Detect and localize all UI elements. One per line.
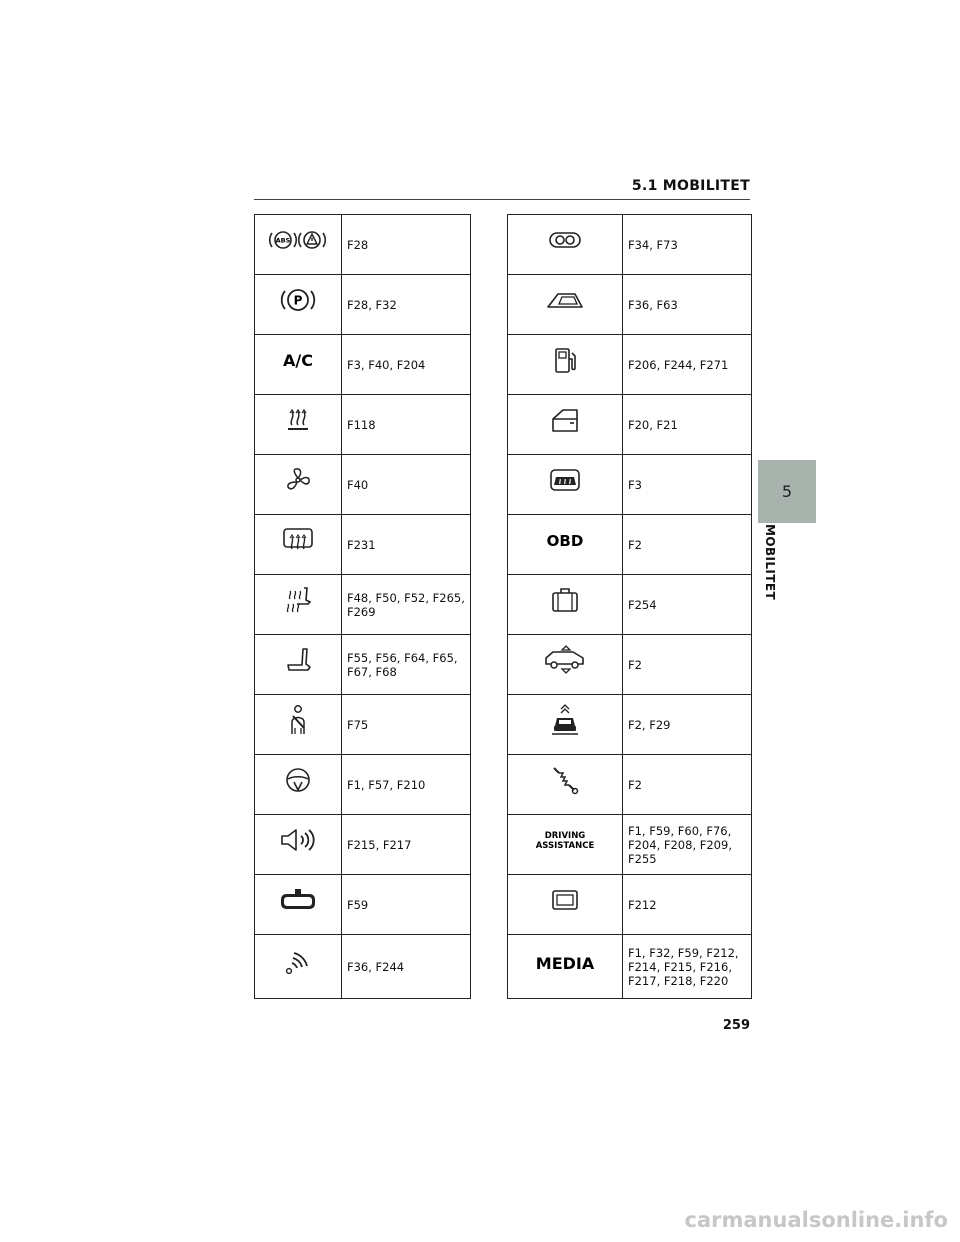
- icon-cell: [255, 635, 342, 695]
- fuse-list: F75: [342, 695, 471, 755]
- table-row: [255, 455, 471, 515]
- parking-brake-icon: [278, 285, 318, 315]
- page-number: 259: [722, 1018, 750, 1033]
- speaker-icon: [278, 826, 318, 854]
- icon-cell: [508, 275, 623, 335]
- table-row: [508, 635, 752, 695]
- icon-cell: [508, 815, 623, 875]
- fuse-table-right: [507, 214, 752, 999]
- icon-cell: [508, 455, 623, 515]
- svg-text:A/C: A/C: [283, 350, 313, 370]
- fuse-list: F231: [342, 515, 471, 575]
- fuse-list: F48, F50, F52, F265, F269: [342, 575, 471, 635]
- fuse-list: F34, F73: [623, 215, 752, 275]
- vehicle-lift-icon: [549, 704, 581, 736]
- fuse-list: F254: [623, 575, 752, 635]
- fuel-pump-icon: [550, 345, 580, 375]
- abs-brake-warning-icon: [268, 227, 328, 253]
- table-row: [255, 875, 471, 935]
- icon-cell: [255, 935, 342, 999]
- seatbelt-icon: [285, 704, 311, 736]
- icon-cell: [255, 215, 342, 275]
- fuse-table-left: [254, 214, 471, 999]
- table-row: [255, 815, 471, 875]
- table-row: [508, 695, 752, 755]
- svg-text:P: P: [293, 293, 303, 307]
- fuse-list: F118: [342, 395, 471, 455]
- svg-text:ASSISTANCE: ASSISTANCE: [535, 840, 595, 851]
- door-icon: [549, 406, 581, 434]
- table-row: [255, 755, 471, 815]
- icon-cell: [508, 395, 623, 455]
- chapter-label-text: MOBILITET: [763, 524, 777, 601]
- header-rule: [254, 199, 750, 200]
- table-row: [255, 515, 471, 575]
- icon-cell: [255, 275, 342, 335]
- icon-cell: [508, 215, 623, 275]
- watermark: carmanualsonline.info: [684, 1208, 948, 1232]
- table-row: [508, 215, 752, 275]
- svg-text:MEDIA: MEDIA: [535, 953, 595, 973]
- icon-cell: [508, 875, 623, 935]
- steering-wheel-icon: [283, 765, 313, 795]
- media-icon: [535, 950, 595, 974]
- icon-cell: [508, 755, 623, 815]
- table-row: [508, 455, 752, 515]
- fuse-list: F2: [623, 635, 752, 695]
- icon-cell: [255, 695, 342, 755]
- icon-cell: [255, 815, 342, 875]
- fuse-list: F3, F40, F204: [342, 335, 471, 395]
- icon-cell: [255, 395, 342, 455]
- fuse-list: F40: [342, 455, 471, 515]
- rear-defroster-icon: [281, 526, 315, 554]
- fuse-list: F215, F217: [342, 815, 471, 875]
- fuse-list: F2, F29: [623, 695, 752, 755]
- icon-cell: [508, 635, 623, 695]
- chapter-side-label: [763, 524, 783, 610]
- display-screen-icon: [549, 888, 581, 912]
- fuse-list: F36, F244: [342, 935, 471, 999]
- obd-icon: [543, 528, 587, 552]
- luggage-icon: [549, 586, 581, 614]
- fuse-list: F1, F32, F59, F212, F214, F215, F216, F217, F218, F220: [623, 935, 752, 999]
- table-row: [508, 275, 752, 335]
- sunroof-icon: [545, 289, 585, 311]
- icon-cell: [508, 515, 623, 575]
- table-row: [255, 575, 471, 635]
- windshield-defroster-icon: [548, 467, 582, 493]
- table-row: [255, 935, 471, 999]
- fuse-list: F20, F21: [623, 395, 752, 455]
- table-row: [255, 275, 471, 335]
- table-row: [508, 575, 752, 635]
- svg-text:ABS: ABS: [275, 236, 291, 244]
- fuse-list: F59: [342, 875, 471, 935]
- icon-cell: [508, 335, 623, 395]
- fuse-list: F3: [623, 455, 752, 515]
- interior-lamp-icon: [547, 229, 583, 251]
- chapter-number: 5: [781, 482, 793, 501]
- fuse-list: F206, F244, F271: [623, 335, 752, 395]
- table-row: [255, 395, 471, 455]
- table-row: [255, 695, 471, 755]
- vehicle-height-icon: [543, 645, 587, 675]
- driving-assistance-icon: [530, 828, 600, 852]
- icon-cell: [255, 875, 342, 935]
- icon-cell: [255, 335, 342, 395]
- fuse-list: F1, F59, F60, F76, F204, F208, F209, F255: [623, 815, 752, 875]
- table-row: [508, 815, 752, 875]
- table-row: [508, 395, 752, 455]
- table-row: [255, 335, 471, 395]
- rearview-mirror-icon: [278, 887, 318, 913]
- icon-cell: [508, 575, 623, 635]
- heated-seat-icon: [282, 585, 314, 615]
- fuse-list: F2: [623, 515, 752, 575]
- icon-cell: [255, 515, 342, 575]
- table-row: [508, 515, 752, 575]
- fuse-list: F28: [342, 215, 471, 275]
- section-title: 5.1 MOBILITET: [631, 178, 750, 194]
- table-row: [508, 875, 752, 935]
- heater-icon: [283, 407, 313, 433]
- table-row: [508, 755, 752, 815]
- fuse-list: F55, F56, F64, F65, F67, F68: [342, 635, 471, 695]
- suspension-icon: [549, 764, 581, 796]
- fuse-list: F1, F57, F210: [342, 755, 471, 815]
- table-row: [508, 335, 752, 395]
- chapter-tab: [758, 460, 816, 523]
- icon-cell: [255, 755, 342, 815]
- table-row: [255, 635, 471, 695]
- svg-text:OBD: OBD: [546, 531, 584, 550]
- wireless-signal-icon: [282, 946, 314, 978]
- fuse-list: F28, F32: [342, 275, 471, 335]
- seat-icon: [283, 646, 313, 674]
- fuse-list: F212: [623, 875, 752, 935]
- table-row: [508, 935, 752, 999]
- page-header: [254, 178, 750, 200]
- fuse-list: F36, F63: [623, 275, 752, 335]
- air-conditioning-icon: [278, 348, 318, 372]
- icon-cell: [255, 455, 342, 515]
- icon-cell: [508, 935, 623, 999]
- table-row: [255, 215, 471, 275]
- icon-cell: [255, 575, 342, 635]
- fuse-list: F2: [623, 755, 752, 815]
- icon-cell: [508, 695, 623, 755]
- fan-icon: [283, 466, 313, 494]
- svg-text:DRIVING: DRIVING: [544, 830, 586, 841]
